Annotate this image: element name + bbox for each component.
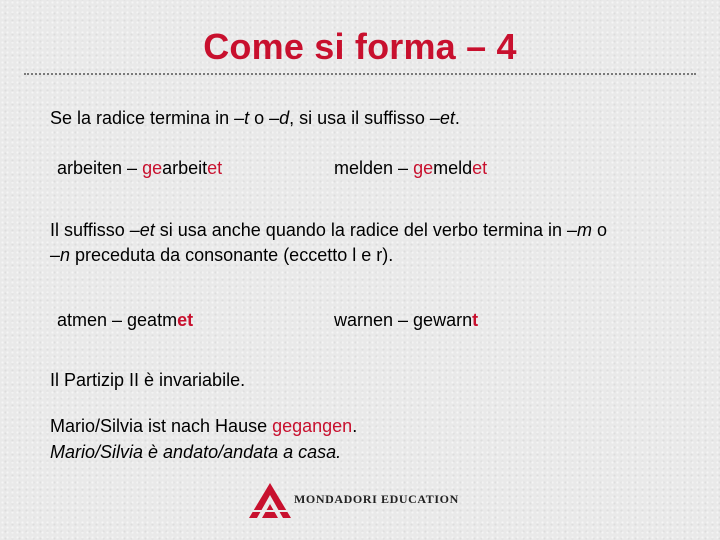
example-warnen-stem: warnen – gewarn xyxy=(334,310,473,330)
sentence-german-after: . xyxy=(352,416,358,436)
example-atmen xyxy=(57,308,193,332)
example-melden-stem: melden – xyxy=(334,158,414,178)
example-warnen-suffix: t xyxy=(472,310,479,330)
rule-2-line-2 xyxy=(50,243,393,267)
sentence-german-participle: gegangen xyxy=(272,416,353,436)
rule-2-text-3: o xyxy=(592,220,608,240)
rule-1 xyxy=(50,106,460,130)
sentence-italian: Mario/Silvia è andato/andata a casa. xyxy=(50,442,342,462)
ending-t: –t xyxy=(234,108,250,128)
logo-text: MONDADORI EDUCATION xyxy=(294,492,459,506)
example-atmen-stem: atmen – geatm xyxy=(57,310,178,330)
rule-2-text-4: preceduta da consonante (eccetto l e r). xyxy=(70,245,394,265)
ending-m: –m xyxy=(567,220,593,240)
ending-d: –d xyxy=(269,108,290,128)
title-divider xyxy=(24,73,696,75)
suffix-et: –et xyxy=(429,108,455,128)
example-arbeiten-prefix: ge xyxy=(142,158,163,178)
example-melden-suffix: et xyxy=(472,158,488,178)
example-warnen xyxy=(334,308,478,332)
mondadori-logo-icon xyxy=(248,480,292,520)
example-arbeiten-suffix: et xyxy=(207,158,223,178)
rule-1-text-1: Se la radice termina in xyxy=(50,108,235,128)
rule-3: Il Partizip II è invariabile. xyxy=(50,370,246,390)
rule-1-text-3: , si usa il suffisso xyxy=(289,108,430,128)
page-title: Come si forma – 4 xyxy=(203,26,517,67)
example-arbeiten-stem: arbeiten – xyxy=(57,158,143,178)
sentence-german xyxy=(50,414,357,438)
example-arbeiten-root: arbeit xyxy=(162,158,208,178)
rule-1-text-2: o xyxy=(249,108,270,128)
ending-n: –n xyxy=(50,245,71,265)
sentence-german-before: Mario/Silvia ist nach Hause xyxy=(50,416,273,436)
rule-2-suffix-et: –et xyxy=(129,220,155,240)
rule-2-line-1 xyxy=(50,218,607,242)
example-arbeiten xyxy=(57,156,222,180)
rule-2-text-2: si usa anche quando la radice del verbo termina in xyxy=(154,220,567,240)
rule-2-text-1: Il suffisso xyxy=(50,220,130,240)
example-melden xyxy=(334,156,487,180)
example-melden-prefix: ge xyxy=(413,158,434,178)
example-melden-root: meld xyxy=(433,158,473,178)
publisher-logo xyxy=(248,480,478,520)
example-atmen-suffix: et xyxy=(177,310,194,330)
rule-1-text-4: . xyxy=(454,108,460,128)
